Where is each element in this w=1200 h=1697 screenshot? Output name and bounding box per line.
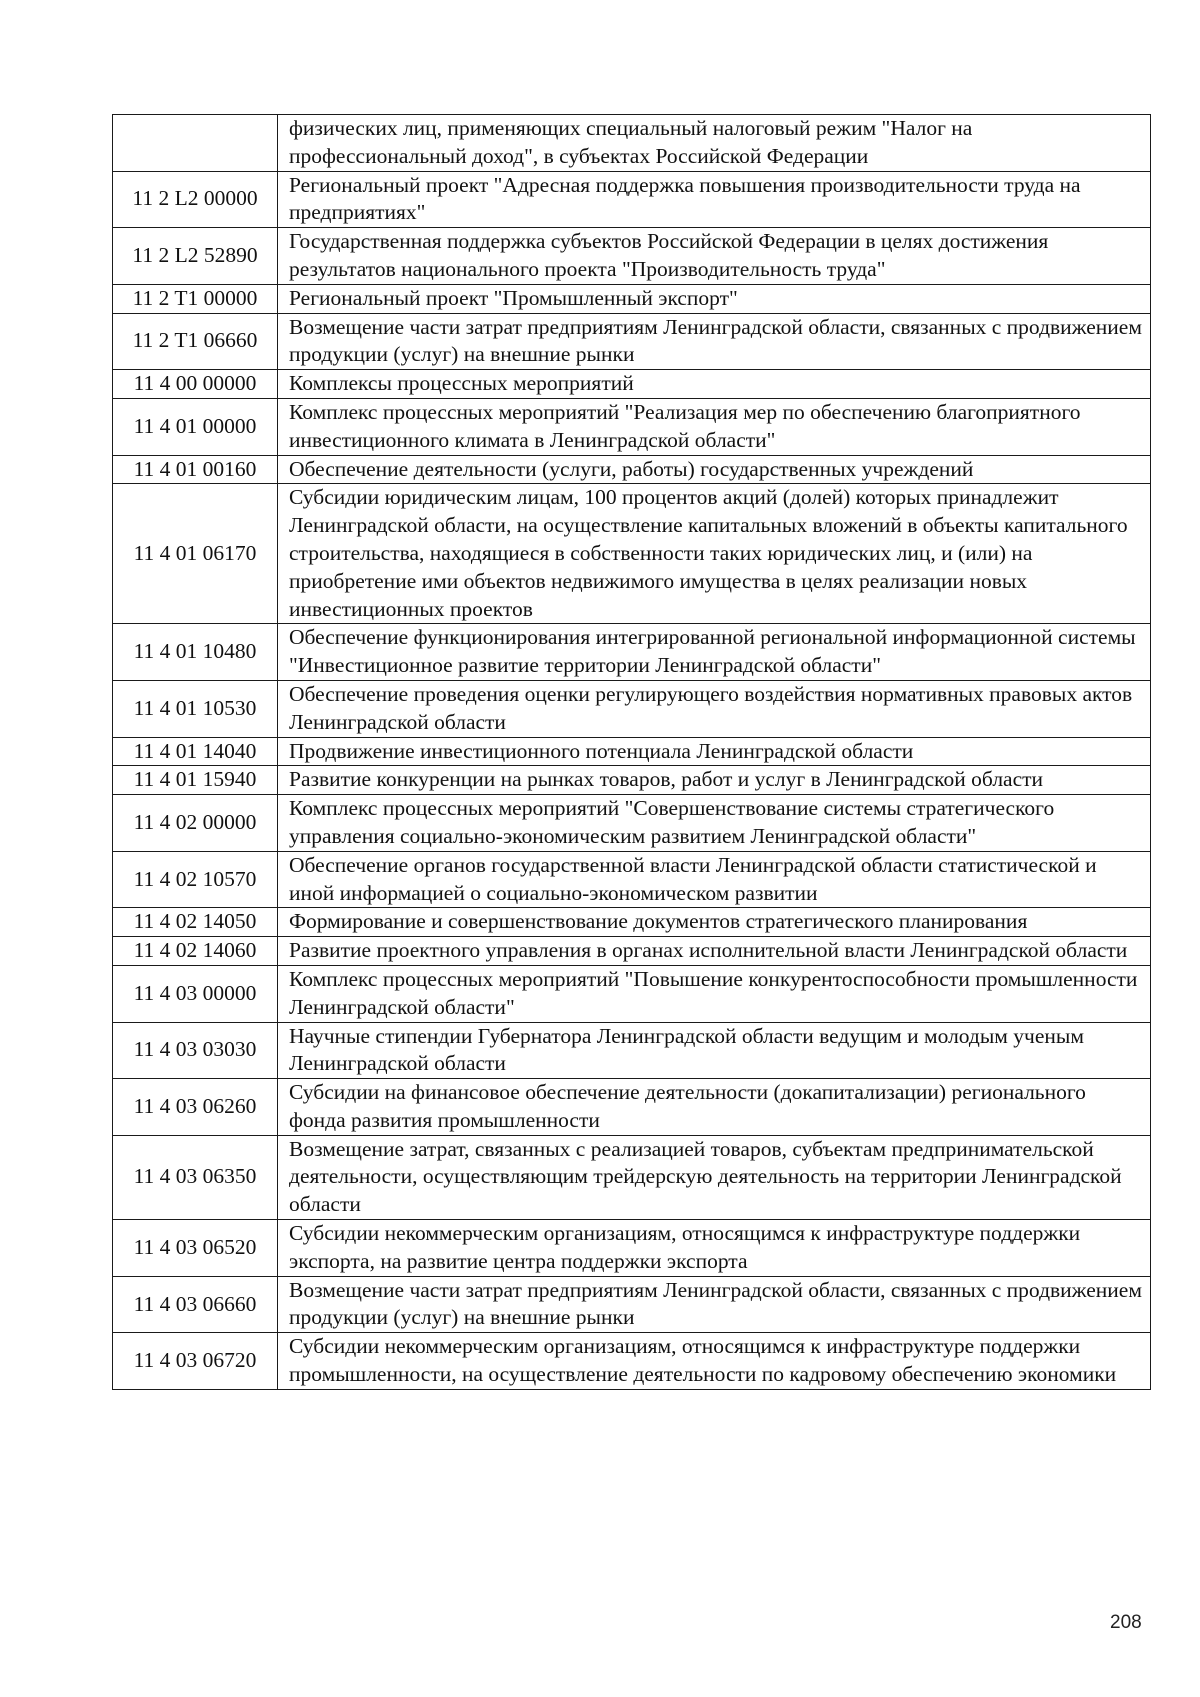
code-cell: 11 4 03 06260 bbox=[113, 1079, 278, 1136]
name-cell: Субсидии некоммерческим организациям, относящимся к инфраструктуре поддержки экспорта, на развитие центра поддержки экспорта bbox=[278, 1220, 1151, 1277]
table-row bbox=[113, 228, 1151, 285]
table-row bbox=[113, 795, 1151, 852]
name-cell: Комплекс процессных мероприятий "Совершенствование системы стратегического управления социально-экономическим развитием Ленинградской области" bbox=[278, 795, 1151, 852]
name-cell: Комплексы процессных мероприятий bbox=[278, 370, 1151, 399]
code-cell: 11 4 03 06720 bbox=[113, 1333, 278, 1390]
name-cell: Развитие проектного управления в органах исполнительной власти Ленинградской области bbox=[278, 937, 1151, 966]
name-cell: Формирование и совершенствование документов стратегического планирования bbox=[278, 908, 1151, 937]
table-row bbox=[113, 171, 1151, 228]
table-row bbox=[113, 1079, 1151, 1136]
table-row bbox=[113, 851, 1151, 908]
name-cell: Научные стипендии Губернатора Ленинградской области ведущим и молодым ученым Ленинградской области bbox=[278, 1022, 1151, 1079]
name-cell: Государственная поддержка субъектов Российской Федерации в целях достижения результатов национального проекта "Производительность труда" bbox=[278, 228, 1151, 285]
code-cell: 11 4 01 10480 bbox=[113, 624, 278, 681]
code-cell: 11 4 01 00160 bbox=[113, 455, 278, 484]
code-cell: 11 4 03 03030 bbox=[113, 1022, 278, 1079]
code-cell: 11 4 02 14050 bbox=[113, 908, 278, 937]
code-cell: 11 4 02 10570 bbox=[113, 851, 278, 908]
code-cell: 11 4 03 06660 bbox=[113, 1276, 278, 1333]
table-row bbox=[113, 937, 1151, 966]
table-row bbox=[113, 115, 1151, 172]
name-cell: Возмещение затрат, связанных с реализацией товаров, субъектам предпринимательской деятельности, осуществляющим трейдерскую деятельность на территории Ленинградской области bbox=[278, 1135, 1151, 1219]
name-cell: Субсидии на финансовое обеспечение деятельности (докапитализации) регионального фонда развития промышленности bbox=[278, 1079, 1151, 1136]
code-cell: 11 4 01 14040 bbox=[113, 737, 278, 766]
name-cell: Обеспечение функционирования интегрированной региональной информационной системы "Инвестиционное развитие территории Ленинградской области" bbox=[278, 624, 1151, 681]
name-cell: Субсидии юридическим лицам, 100 процентов акций (долей) которых принадлежит Ленинградской области, на осуществление капитальных вложений в объекты капитального строительства, находящиеся в собственности таких юридических лиц, и (или) на приобретение ими объектов недвижимого имущества в целях реализации новых инвестиционных проектов bbox=[278, 484, 1151, 624]
table-row bbox=[113, 398, 1151, 455]
name-cell: Возмещение части затрат предприятиям Ленинградской области, связанных с продвижением продукции (услуг) на внешние рынки bbox=[278, 1276, 1151, 1333]
name-cell: Комплекс процессных мероприятий "Реализация мер по обеспечению благоприятного инвестиционного климата в Ленинградской области" bbox=[278, 398, 1151, 455]
code-cell: 11 4 01 10530 bbox=[113, 680, 278, 737]
name-cell: Субсидии некоммерческим организациям, относящимся к инфраструктуре поддержки промышленности, на осуществление деятельности по кадровому обеспечению экономики bbox=[278, 1333, 1151, 1390]
name-cell: физических лиц, применяющих специальный налоговый режим "Налог на профессиональный доход", в субъектах Российской Федерации bbox=[278, 115, 1151, 172]
table-row bbox=[113, 1276, 1151, 1333]
name-cell: Комплекс процессных мероприятий "Повышение конкурентоспособности промышленности Ленинградской области" bbox=[278, 965, 1151, 1022]
table-row bbox=[113, 965, 1151, 1022]
code-cell: 11 4 02 00000 bbox=[113, 795, 278, 852]
budget-code-table bbox=[112, 114, 1151, 1390]
name-cell: Региональный проект "Адресная поддержка повышения производительности труда на предприятиях" bbox=[278, 171, 1151, 228]
table-body bbox=[113, 115, 1151, 1390]
name-cell: Обеспечение деятельности (услуги, работы) государственных учреждений bbox=[278, 455, 1151, 484]
table-row bbox=[113, 313, 1151, 370]
code-cell: 11 2 L2 00000 bbox=[113, 171, 278, 228]
table-row bbox=[113, 1022, 1151, 1079]
table-row bbox=[113, 737, 1151, 766]
page-number: 208 bbox=[1110, 1612, 1142, 1633]
table-row bbox=[113, 284, 1151, 313]
table-row bbox=[113, 370, 1151, 399]
code-cell: 11 4 03 00000 bbox=[113, 965, 278, 1022]
code-cell: 11 4 03 06520 bbox=[113, 1220, 278, 1277]
table-row bbox=[113, 908, 1151, 937]
table-row bbox=[113, 1220, 1151, 1277]
table-row bbox=[113, 455, 1151, 484]
name-cell: Обеспечение проведения оценки регулирующего воздействия нормативных правовых актов Ленинградской области bbox=[278, 680, 1151, 737]
table-row bbox=[113, 680, 1151, 737]
code-cell: 11 4 01 06170 bbox=[113, 484, 278, 624]
code-cell: 11 4 01 00000 bbox=[113, 398, 278, 455]
table-row bbox=[113, 1333, 1151, 1390]
code-cell: 11 4 02 14060 bbox=[113, 937, 278, 966]
name-cell: Возмещение части затрат предприятиям Ленинградской области, связанных с продвижением продукции (услуг) на внешние рынки bbox=[278, 313, 1151, 370]
code-cell: 11 4 00 00000 bbox=[113, 370, 278, 399]
code-cell: 11 4 03 06350 bbox=[113, 1135, 278, 1219]
code-cell bbox=[113, 115, 278, 172]
name-cell: Обеспечение органов государственной власти Ленинградской области статистической и иной информацией о социально-экономическом развитии bbox=[278, 851, 1151, 908]
code-cell: 11 4 01 15940 bbox=[113, 766, 278, 795]
code-cell: 11 2 T1 00000 bbox=[113, 284, 278, 313]
table-row bbox=[113, 484, 1151, 624]
name-cell: Региональный проект "Промышленный экспорт" bbox=[278, 284, 1151, 313]
code-cell: 11 2 T1 06660 bbox=[113, 313, 278, 370]
table-row bbox=[113, 624, 1151, 681]
name-cell: Развитие конкуренции на рынках товаров, работ и услуг в Ленинградской области bbox=[278, 766, 1151, 795]
table-row bbox=[113, 1135, 1151, 1219]
code-cell: 11 2 L2 52890 bbox=[113, 228, 278, 285]
name-cell: Продвижение инвестиционного потенциала Ленинградской области bbox=[278, 737, 1151, 766]
table-row bbox=[113, 766, 1151, 795]
